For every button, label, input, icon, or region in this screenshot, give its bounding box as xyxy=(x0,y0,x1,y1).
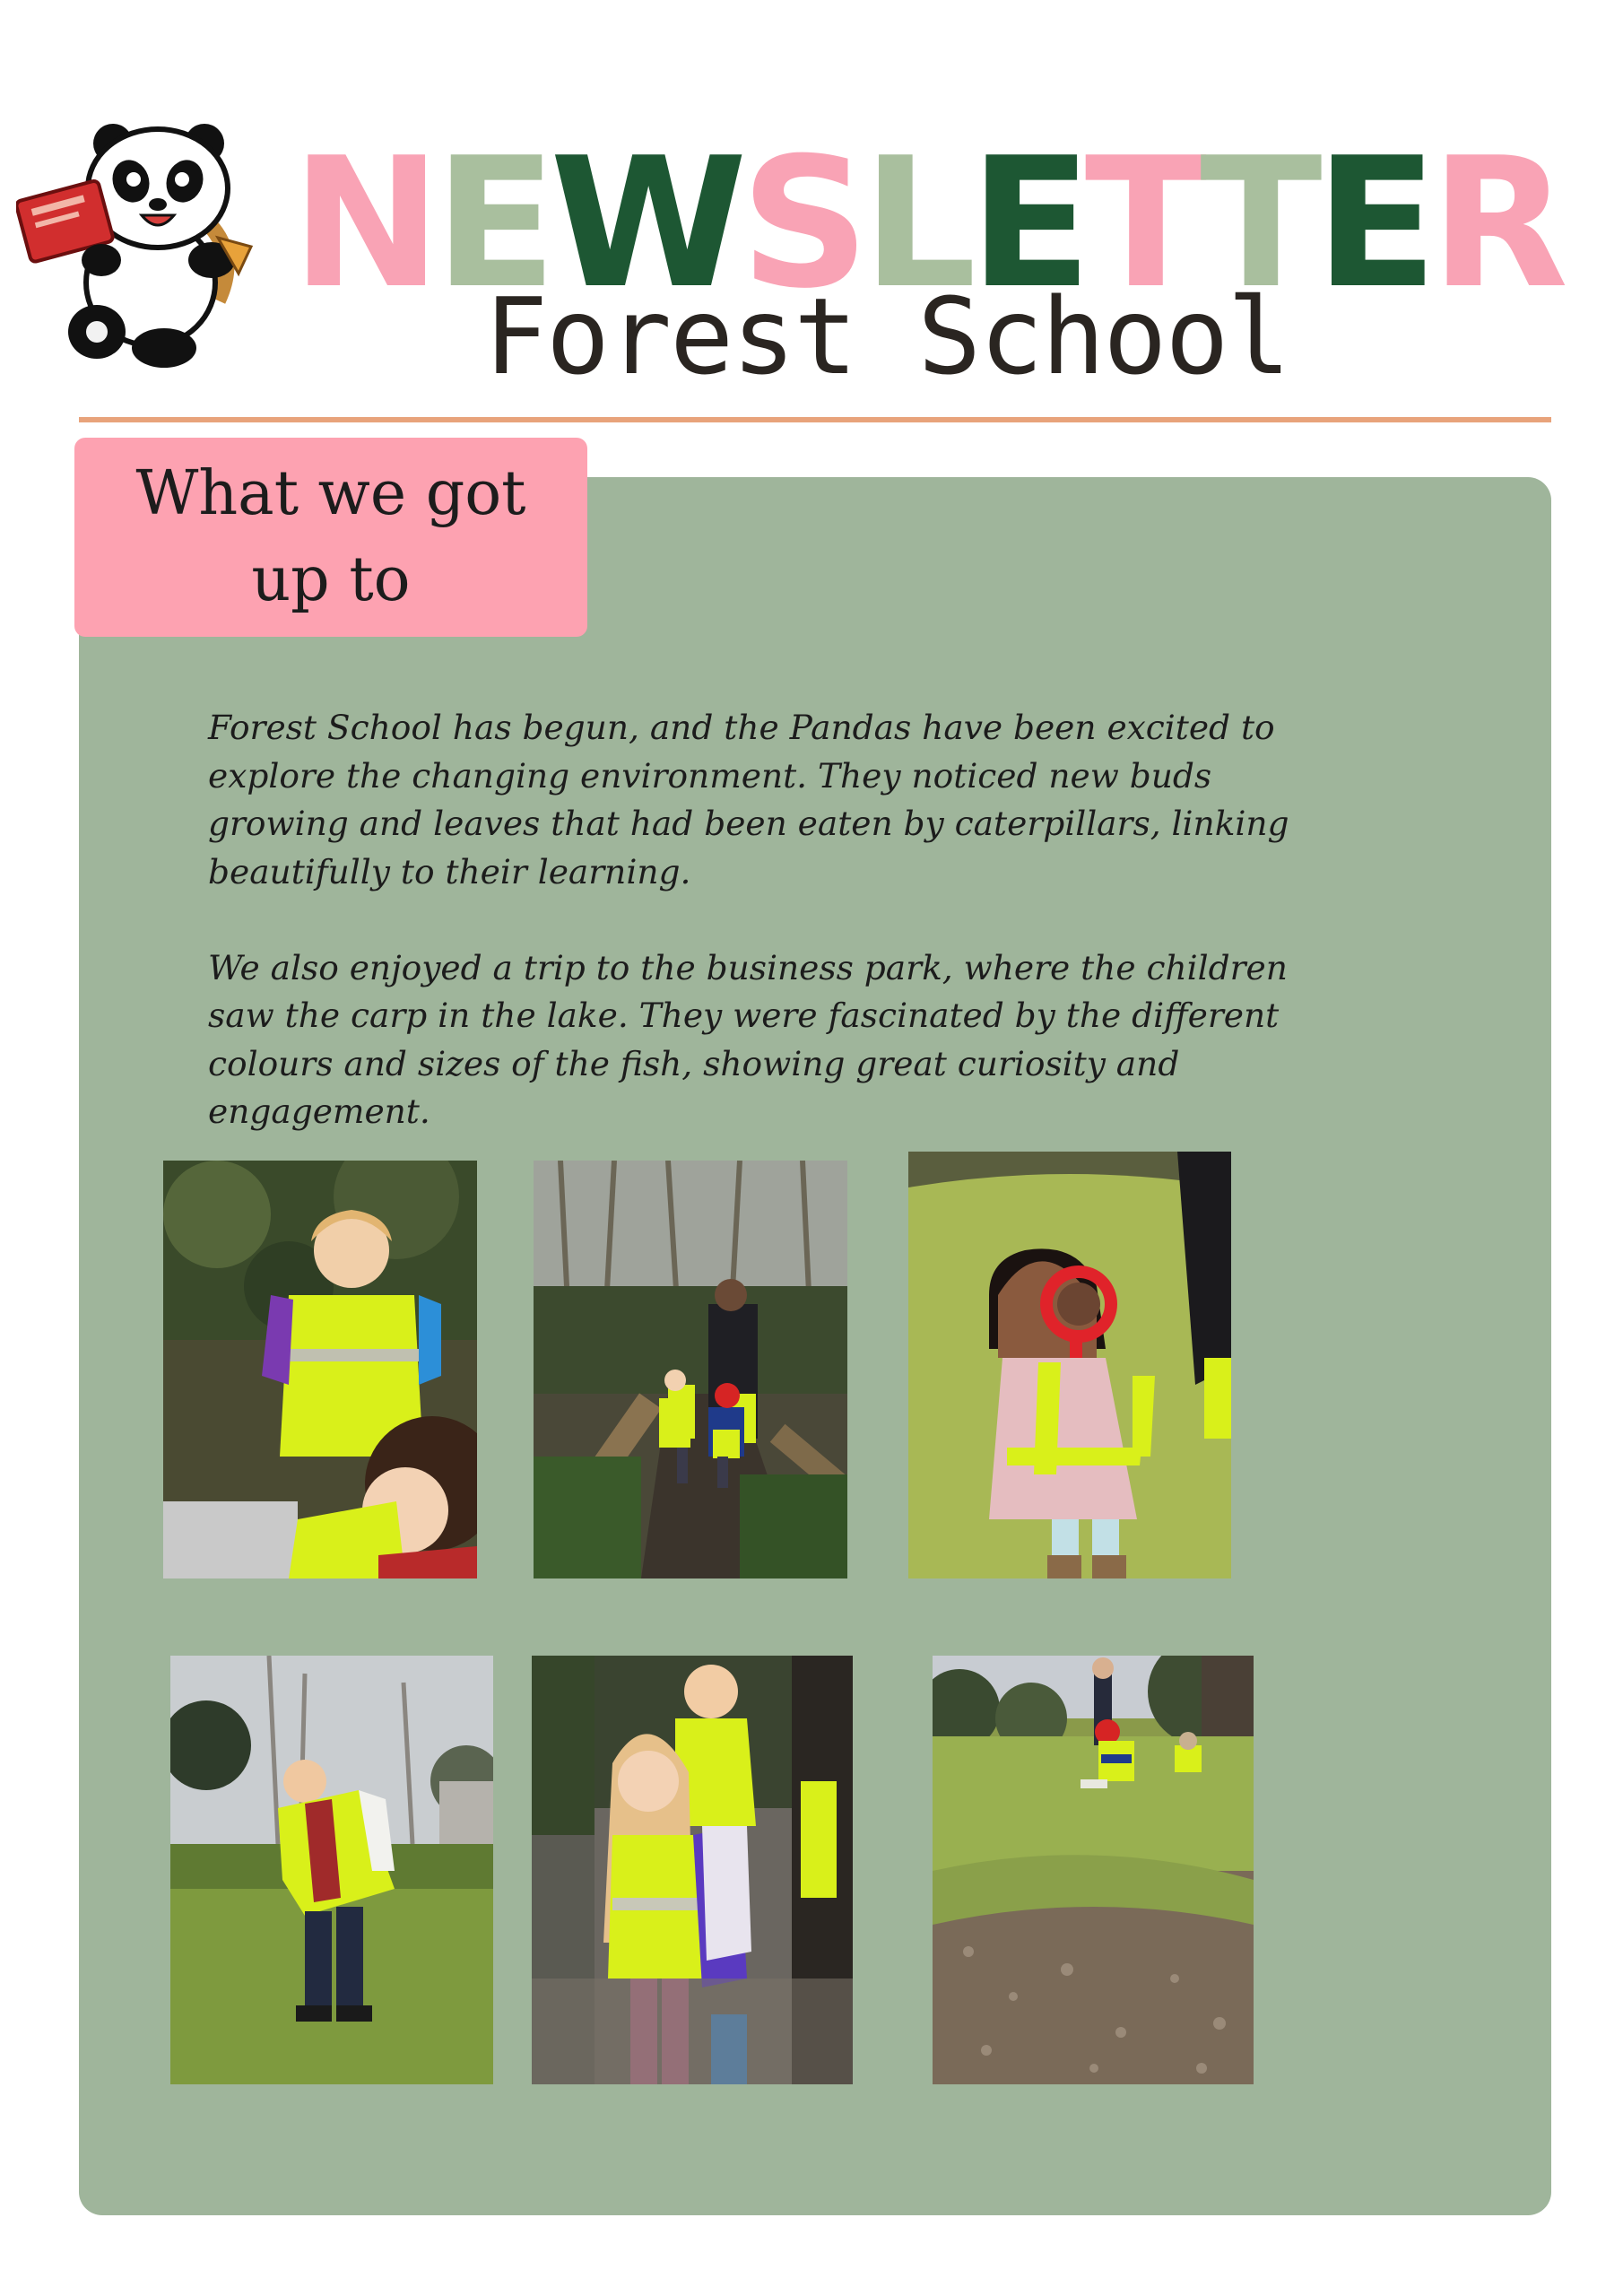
title-letter: W xyxy=(550,119,741,328)
title-letter: R xyxy=(1430,119,1562,328)
title-letter: S xyxy=(740,119,863,328)
photo-mirror-reflections xyxy=(532,1656,853,2084)
photo-children-on-grass xyxy=(933,1656,1254,2084)
photo-child-looking-up xyxy=(170,1656,493,2084)
title-letter: E xyxy=(969,119,1085,328)
title-letter: T xyxy=(1084,119,1201,328)
newsletter-subtitle: Forest School xyxy=(484,274,1289,398)
header-divider xyxy=(79,417,1551,422)
title-letter: T xyxy=(1200,119,1315,328)
paragraph-forest-school: Forest School has begun, and the Pandas have been excited to explore the changing environment. They noticed new buds growing and leaves that had been eaten by caterpillars, linking beautifully to their learning. xyxy=(208,708,1289,891)
photo-forest-path-walk xyxy=(534,1161,847,1578)
title-letter: N xyxy=(291,119,435,328)
paragraph-business-park: We also enjoyed a trip to the business park, where the children saw the carp in the lake. They were fascinated by the different colours and sizes of the fish, showing great curiosity and engagement. xyxy=(208,947,1288,1131)
panda-mascot-icon xyxy=(16,108,285,377)
section-heading-line-1: What we got xyxy=(135,458,526,529)
title-letter: E xyxy=(434,119,551,328)
title-letter: L xyxy=(862,119,970,328)
section-heading-line-2: up to xyxy=(251,544,411,615)
section-heading xyxy=(74,438,587,637)
title-letter: E xyxy=(1315,119,1431,328)
photo-child-magnifying-glass xyxy=(908,1152,1231,1578)
section-body xyxy=(208,704,1410,1184)
photo-children-picking-leaves xyxy=(163,1161,477,1578)
